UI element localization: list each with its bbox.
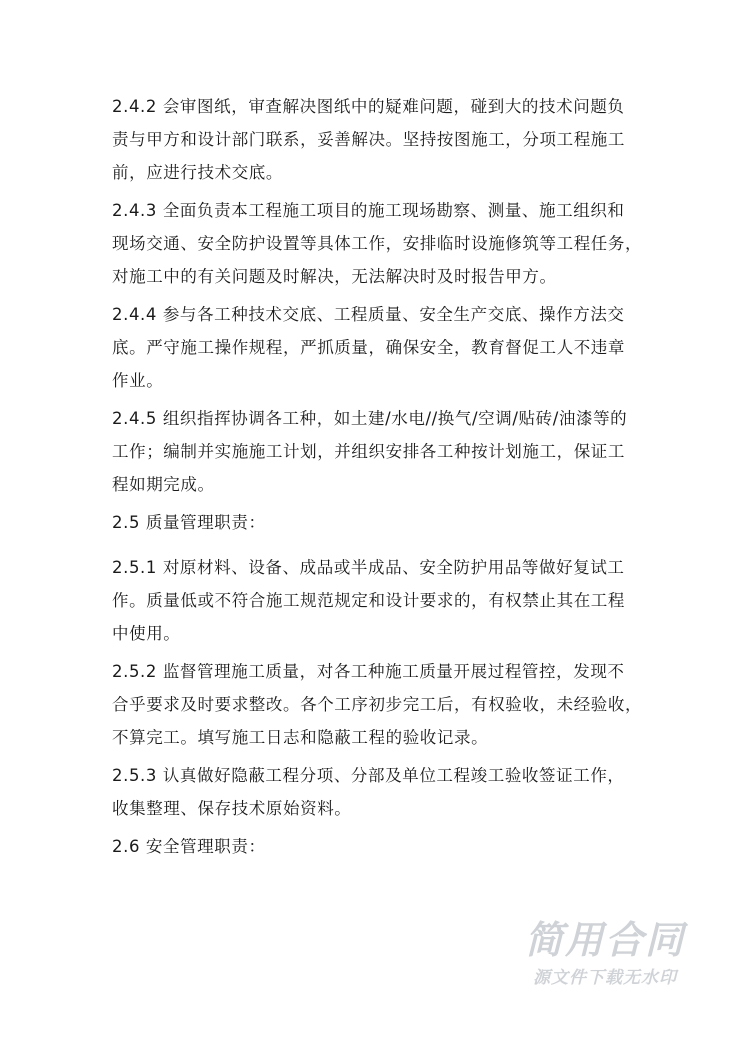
paragraph-line: 不算完工。填写施工日志和隐蔽工程的验收记录。 [112,728,489,747]
watermark [510,918,700,990]
paragraph-line: 作。质量低或不符合施工规范规定和设计要求的，有权禁止其在工程 [112,591,625,610]
paragraph-line: 2.5.3 认真做好隐蔽工程分项、分部及单位工程竣工验收签证工作， [112,766,625,785]
paragraph-line: 收集整理、保存技术原始资料。 [112,799,352,818]
paragraph-line: 2.5.1 对原材料、设备、成品或半成品、安全防护用品等做好复试工 [112,558,625,577]
paragraph-line: 2.6 安全管理职责： [112,837,266,856]
paragraph-line: 现场交通、安全防护设置等具体工作，安排临时设施修筑等工程任务， [112,234,643,253]
document-body [112,90,643,875]
paragraph-2-5 [112,506,632,539]
paragraph-line: 中使用。 [112,624,181,643]
watermark-subtitle: 源文件下载无水印 [533,968,677,988]
paragraph-line: 2.4.4 参与各工种技术交底、工程质量、安全生产交底、操作方法交 [112,305,625,324]
paragraph-line: 作业。 [112,371,164,390]
paragraph-2-5-1 [112,551,632,650]
paragraph-line: 2.4.3 全面负责本工程施工项目的施工现场勘察、测量、施工组织和 [112,201,625,220]
paragraph-2-4-2 [112,90,632,189]
paragraph-line: 2.5 质量管理职责： [112,513,266,532]
paragraph-2-5-2 [112,655,643,754]
paragraph-2-4-3 [112,194,643,293]
paragraph-line: 对施工中的有关问题及时解决，无法解决时及时报告甲方。 [112,267,557,286]
paragraph-line: 合乎要求及时要求整改。各个工序初步完工后，有权验收，未经验收， [112,695,643,714]
paragraph-line: 2.4.5 组织指挥协调各工种，如土建/水电//换气/空调/贴砖/油漆等的 [112,409,628,428]
watermark-title: 简用合同 [524,918,685,962]
paragraph-2-4-5 [112,402,632,501]
paragraph-line: 底。严守施工操作规程，严抓质量，确保安全，教育督促工人不违章 [112,338,625,357]
paragraph-2-5-3 [112,759,632,825]
paragraph-line: 前，应进行技术交底。 [112,163,283,182]
paragraph-line: 2.5.2 监督管理施工质量，对各工种施工质量开展过程管控，发现不 [112,662,625,681]
paragraph-line: 2.4.2 会审图纸，审查解决图纸中的疑难问题，碰到大的技术问题负 [112,97,625,116]
paragraph-2-6 [112,830,632,863]
paragraph-line: 工作；编制并实施施工计划，并组织安排各工种按计划施工，保证工 [112,442,625,461]
paragraph-line: 责与甲方和设计部门联系，妥善解决。坚持按图施工，分项工程施工 [112,130,625,149]
paragraph-2-4-4 [112,298,632,397]
paragraph-line: 程如期完成。 [112,475,215,494]
